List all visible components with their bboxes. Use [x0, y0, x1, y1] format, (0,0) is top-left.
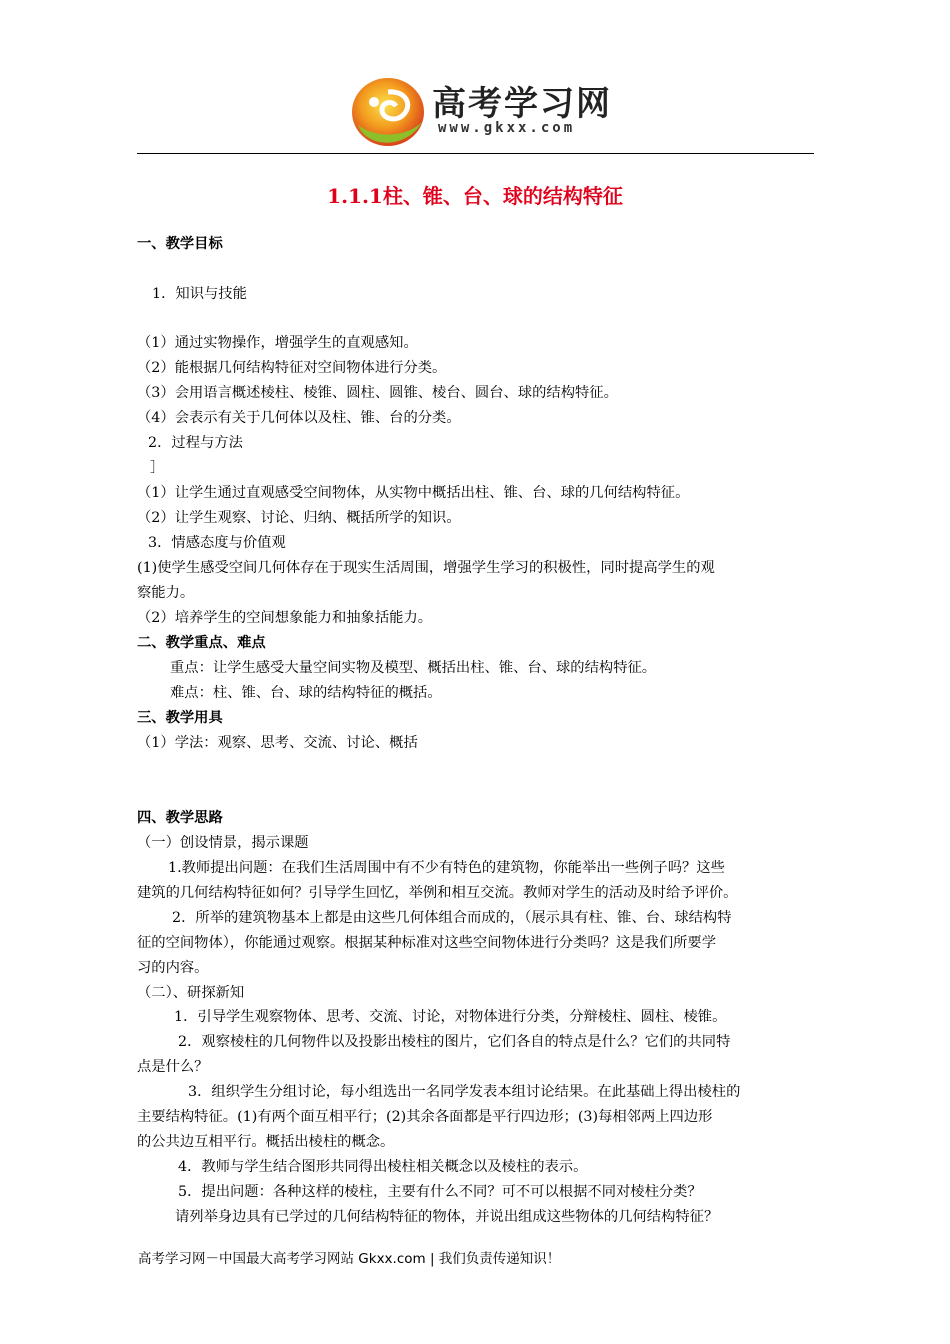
text-line: （1）通过实物操作，增强学生的直观感知。 [137, 335, 418, 351]
text-line: 1．引导学生观察物体、思考、交流、讨论，对物体进行分类，分辩棱柱、圆柱、棱锥。 [174, 1009, 727, 1025]
text-line: 重点：让学生感受大量空间实物及模型、概括出柱、锥、台、球的结构特征。 [170, 660, 657, 676]
text-line: 4．教师与学生结合图形共同得出棱柱相关概念以及棱柱的表示。 [178, 1159, 588, 1175]
text-line: 主要结构特征。(1)有两个面互相平行；(2)其余各面都是平行四边形；(3)每相邻两上四边形 [137, 1109, 713, 1125]
text-line: 5．提出问题：各种这样的棱柱，主要有什么不同？可不可以根据不同对棱柱分类？ [178, 1184, 702, 1200]
text-line: 点是什么？ [137, 1059, 209, 1075]
text-line: （一）创设情景，揭示课题 [137, 835, 309, 851]
page-footer: 高考学习网－中国最大高考学习网站 Gkxx.com | 我们负责传递知识！ [138, 1251, 561, 1267]
text-line: （2）让学生观察、讨论、归纳、概括所学的知识。 [137, 510, 461, 526]
header-divider [137, 153, 814, 154]
logo-swirl-icon [348, 70, 434, 150]
text-line: （二）、研探新知 [137, 985, 245, 1001]
text-line: 习的内容。 [137, 960, 209, 976]
section-heading: 三、教学用具 [137, 710, 223, 726]
text-line: ］ [150, 460, 165, 476]
section-heading: 二、教学重点、难点 [137, 635, 266, 651]
text-line: 建筑的几何结构特征如何？引导学生回忆，举例和相互交流。教师对学生的活动及时给予评价。 [137, 885, 738, 901]
text-line: 的公共边互相平行。概括出棱柱的概念。 [137, 1134, 395, 1150]
text-line: （2）培养学生的空间想象能力和抽象括能力。 [137, 610, 433, 626]
logo-text: 高考学习网 [432, 84, 612, 124]
text-line: 3．组织学生分组讨论，每小组选出一名同学发表本组讨论结果。在此基础上得出棱柱的 [188, 1084, 741, 1100]
text-line: （3）会用语言概述棱柱、棱锥、圆柱、圆锥、棱台、圆台、球的结构特征。 [137, 385, 618, 401]
text-line: 征的空间物体），你能通过观察。根据某种标准对这些空间物体进行分类吗？这是我们所要学 [137, 935, 717, 951]
text-line: （1）让学生通过直观感受空间物体，从实物中概括出柱、锥、台、球的几何结构特征。 [137, 485, 690, 501]
subsection-heading: 2．过程与方法 [148, 435, 243, 451]
text-line: （1）学法：观察、思考、交流、讨论、概括 [137, 735, 418, 751]
text-line: （2）能根据几何结构特征对空间物体进行分类。 [137, 360, 447, 376]
site-logo [348, 70, 618, 150]
text-line: 1.教师提出问题：在我们生活周围中有不少有特色的建筑物，你能举出一些例子吗？这些 [168, 860, 725, 876]
document-title: 1.1.1柱、锥、台、球的结构特征 [327, 184, 623, 208]
subsection-heading: 3．情感态度与价值观 [148, 535, 286, 551]
text-line: 2．观察棱柱的几何物件以及投影出棱柱的图片，它们各自的特点是什么？它们的共同特 [178, 1034, 731, 1050]
section-heading: 一、教学目标 [137, 236, 223, 252]
section-heading: 四、教学思路 [137, 810, 223, 826]
logo-url: www.gkxx.com [438, 120, 576, 136]
text-line: 难点：柱、锥、台、球的结构特征的概括。 [170, 685, 442, 701]
text-line: (1)使学生感受空间几何体存在于现实生活周围，增强学生学习的积极性，同时提高学生的观 [137, 560, 715, 576]
text-line: （4）会表示有关于几何体以及柱、锥、台的分类。 [137, 410, 461, 426]
subsection-heading: 1．知识与技能 [152, 286, 247, 302]
text-line: 请列举身边具有已学过的几何结构特征的物体，并说出组成这些物体的几何结构特征？ [175, 1209, 719, 1225]
text-line: 察能力。 [137, 585, 195, 601]
text-line: 2．所举的建筑物基本上都是由这些几何体组合而成的，（展示具有柱、锥、台、球结构特 [172, 910, 732, 926]
